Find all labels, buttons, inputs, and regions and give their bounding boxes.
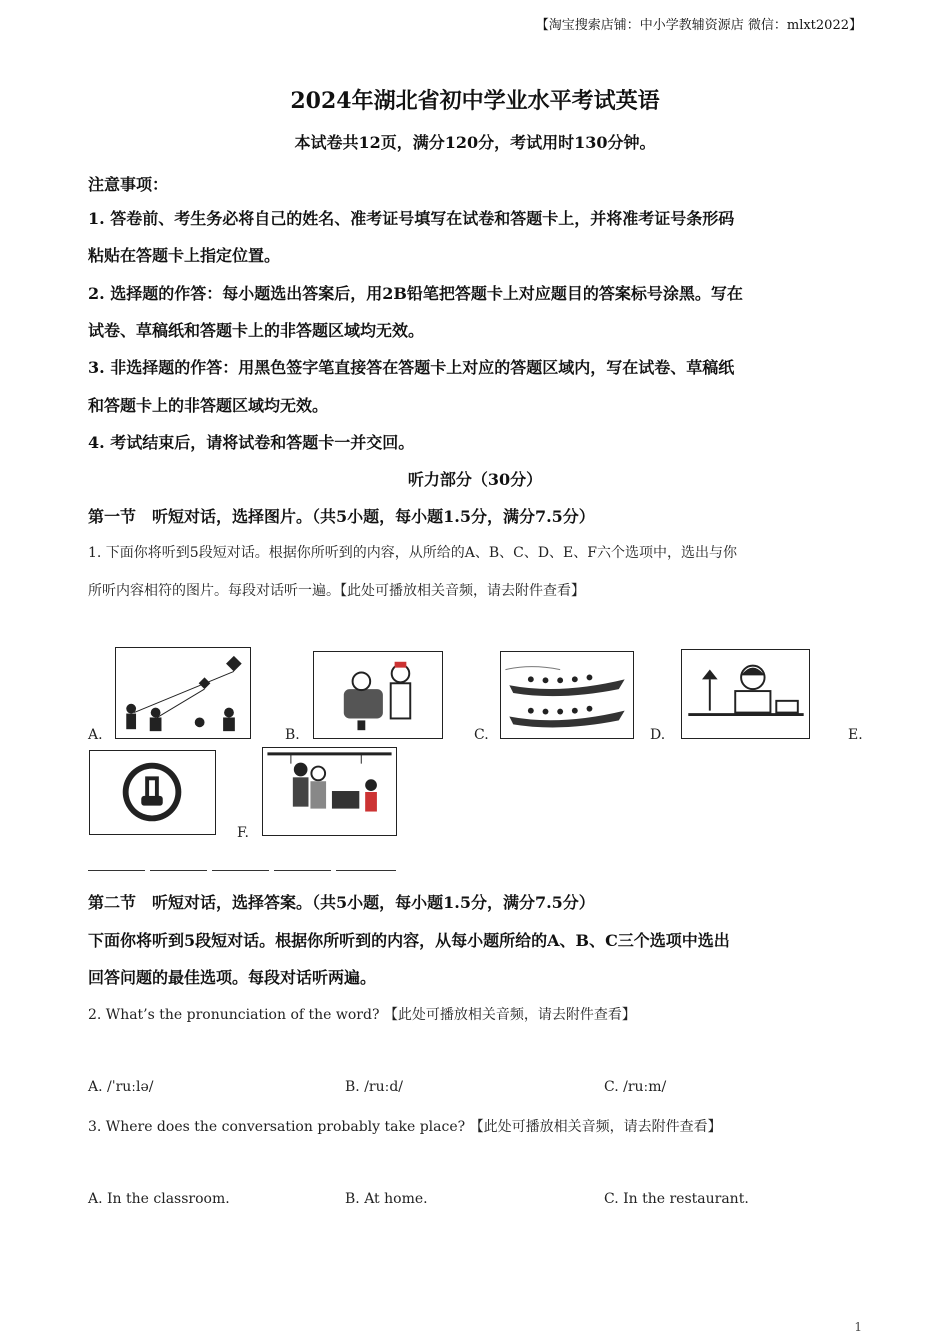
option-label-c: C. — [474, 727, 489, 743]
notice-item: 2. 选择题的作答：每小题选出答案后，用2B铅笔把答题卡上对应题目的答案标号涂黑。写在 — [88, 284, 743, 303]
question-2-stem: 2. What’s the pronunciation of the word? 【此处可播放相关音频，请去附件查看】 — [88, 1007, 636, 1023]
option-label-b: B. — [285, 727, 300, 743]
picture-f[interactable] — [262, 747, 397, 836]
section1-instruction: 1. 下面你将听到5段短对话。根据你所听到的内容，从所给的A、B、C、D、E、F六个选项中，选出与你 — [88, 545, 737, 561]
page-number: 1 — [854, 1320, 862, 1334]
notice-item: 4. 考试结束后，请将试卷和答题卡一并交回。 — [88, 433, 415, 452]
picture-b[interactable] — [313, 651, 443, 739]
exam-title: 2024年湖北省初中学业水平考试英语 — [290, 88, 660, 114]
notice-heading: 注意事项： — [88, 175, 169, 194]
kite-flying-icon — [116, 648, 250, 738]
option-label-f: F. — [237, 825, 249, 841]
header-note: 【淘宝搜索店铺：中小学教辅资源店 微信：mlxt2022】 — [535, 18, 862, 33]
section1-instruction: 所听内容相符的图片。每段对话听一遍。【此处可播放相关音频，请去附件查看】 — [88, 583, 585, 599]
option-label-d: D. — [650, 727, 666, 743]
answer-blank[interactable] — [88, 870, 145, 871]
question-2-option-a[interactable]: A. /ˈruːlə/ — [88, 1079, 154, 1095]
option-label-a: A. — [88, 727, 103, 743]
student-desk-icon — [682, 650, 809, 738]
question-3-option-a[interactable]: A. In the classroom. — [88, 1191, 230, 1207]
exam-subtitle: 本试卷共12页，满分120分，考试用时130分钟。 — [294, 133, 656, 152]
notice-item: 试卷、草稿纸和答题卡上的非答题区域均无效。 — [88, 321, 425, 340]
option-label-e: E. — [848, 727, 863, 743]
question-3-option-b[interactable]: B. At home. — [345, 1191, 428, 1207]
dentist-icon — [314, 652, 442, 738]
dragon-boat-icon — [501, 652, 633, 738]
question-3-stem: 3. Where does the conversation probably take place? 【此处可播放相关音频，请去附件查看】 — [88, 1119, 722, 1135]
answer-blank[interactable] — [336, 870, 396, 871]
answer-blank[interactable] — [212, 870, 269, 871]
section2-instruction: 下面你将听到5段短对话。根据你所听到的内容，从每小题所给的A、B、C三个选项中选出 — [88, 931, 730, 950]
question-2-option-b[interactable]: B. /ruːd/ — [345, 1079, 404, 1095]
notice-item: 和答题卡上的非答题区域均无效。 — [88, 396, 329, 415]
picture-e[interactable] — [89, 750, 216, 835]
question-3-option-c[interactable]: C. In the restaurant. — [604, 1191, 749, 1207]
answer-blank[interactable] — [150, 870, 207, 871]
picture-a[interactable] — [115, 647, 251, 739]
answer-blank[interactable] — [274, 870, 331, 871]
no-smoking-sign-icon — [90, 751, 215, 834]
question-2-option-c[interactable]: C. /ruːm/ — [604, 1079, 667, 1095]
notice-item: 粘贴在答题卡上指定位置。 — [88, 246, 281, 265]
notice-item: 3. 非选择题的作答：用黑色签字笔直接答在答题卡上对应的答题区域内，写在试卷、草稿纸 — [88, 358, 735, 377]
listening-heading: 听力部分（30分） — [407, 470, 543, 489]
section2-instruction: 回答问题的最佳选项。每段对话听两遍。 — [88, 968, 377, 987]
bus-seat-offer-icon — [263, 748, 396, 835]
picture-d[interactable] — [681, 649, 810, 739]
section2-heading: 第二节 听短对话，选择答案。（共5小题，每小题1.5分，满分7.5分） — [88, 893, 595, 912]
picture-c[interactable] — [500, 651, 634, 739]
section1-heading: 第一节 听短对话，选择图片。（共5小题，每小题1.5分，满分7.5分） — [88, 507, 595, 526]
notice-item: 1. 答卷前、考生务必将自己的姓名、准考证号填写在试卷和答题卡上，并将准考证号条形码 — [88, 209, 735, 228]
